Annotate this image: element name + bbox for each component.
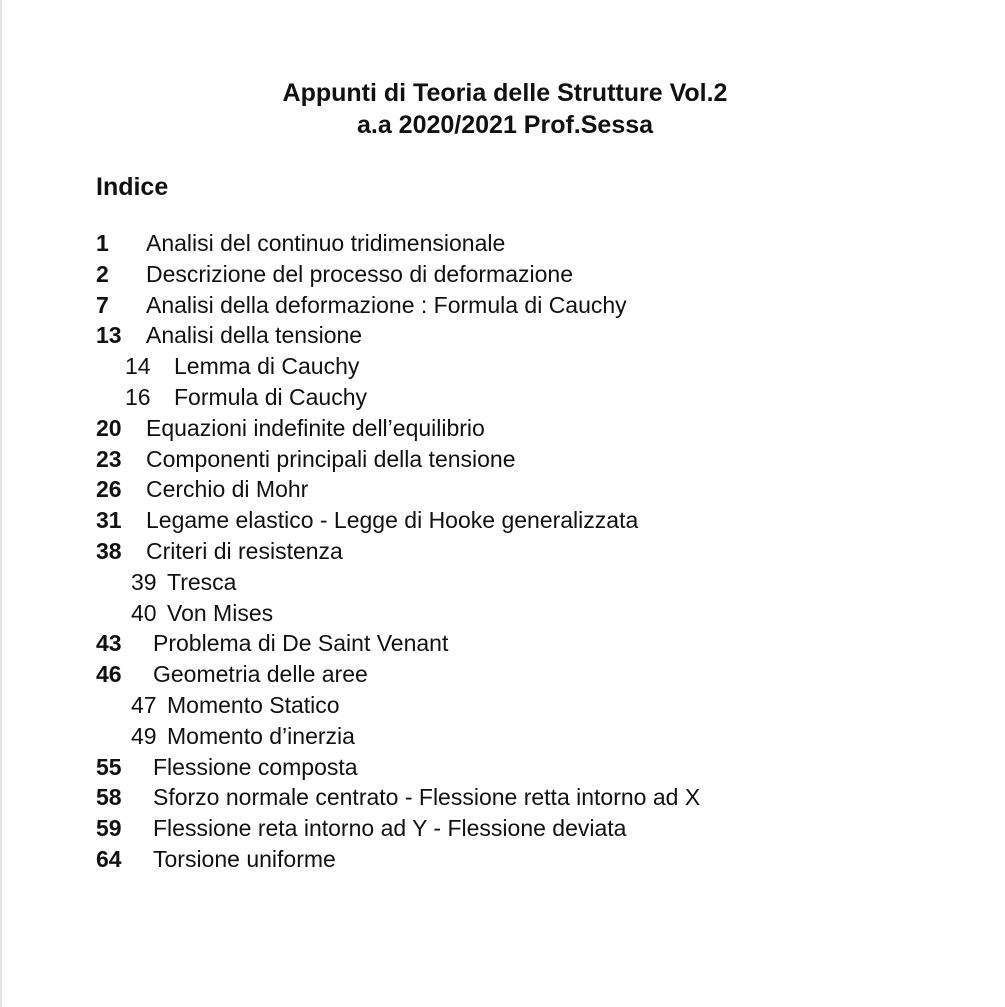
- toc-entry-title: Momento Statico: [167, 691, 340, 718]
- toc-entry-title: Problema di De Saint Venant: [153, 630, 449, 657]
- toc-page-number: 1: [96, 230, 109, 256]
- toc-page-number: 55: [96, 753, 122, 780]
- toc-page-number: 23: [96, 445, 122, 472]
- toc-page-number: 20: [96, 414, 122, 441]
- toc-entry-title: Sforzo normale centrato - Flessione retta intorno ad X: [153, 784, 701, 811]
- toc-entry: [96, 813, 700, 844]
- toc-entry-title: Descrizione del processo di deformazione: [146, 260, 573, 287]
- toc-entry: [96, 628, 700, 659]
- toc-entry-title: Momento d’inerzia: [167, 722, 355, 749]
- toc-page-number: 59: [96, 815, 122, 842]
- toc-entry: [96, 259, 700, 290]
- document-title: [0, 77, 1005, 141]
- toc-entry: [96, 320, 700, 351]
- toc-entry-title: Criteri di resistenza: [146, 537, 343, 564]
- title-line-2: a.a 2020/2021 Prof.Sessa: [356, 111, 654, 139]
- toc-subentry: [96, 567, 700, 598]
- toc-entry: [96, 228, 700, 259]
- toc-entry: [96, 536, 700, 567]
- toc-entry-title: Formula di Cauchy: [174, 383, 368, 410]
- index-heading: Indice: [96, 173, 169, 201]
- toc-entry-title: Cerchio di Mohr: [146, 476, 309, 503]
- toc-page-number: 13: [96, 322, 122, 349]
- toc-entry-title: Analisi della deformazione : Formula di Cauchy: [146, 291, 627, 318]
- toc-entry-title: Tresca: [167, 568, 237, 595]
- toc-page-number: 26: [96, 476, 122, 503]
- toc-subentry: [96, 382, 700, 413]
- toc-page-number: 58: [96, 784, 122, 811]
- toc-page-number: 46: [96, 661, 122, 688]
- toc-page-number: 16: [125, 383, 151, 410]
- toc-entry: [96, 413, 700, 444]
- page-left-edge: [0, 0, 2, 1007]
- toc-entry: [96, 782, 700, 813]
- toc-subentry: [96, 721, 700, 752]
- toc-entry-title: Legame elastico - Legge di Hooke generalizzata: [146, 507, 639, 534]
- toc-page-number: 38: [96, 537, 122, 564]
- table-of-contents: [96, 228, 700, 875]
- toc-entry: [96, 659, 700, 690]
- toc-subentry: [96, 598, 700, 629]
- title-line-1: Appunti di Teoria delle Strutture Vol.2: [282, 79, 728, 107]
- toc-entry-title: Von Mises: [167, 599, 274, 626]
- toc-entry-title: Flessione reta intorno ad Y - Flessione deviata: [153, 815, 627, 842]
- toc-entry-title: Geometria delle aree: [153, 661, 368, 688]
- toc-page-number: 64: [96, 845, 122, 872]
- toc-page-number: 14: [125, 353, 151, 380]
- toc-entry: [96, 474, 700, 505]
- toc-entry: [96, 505, 700, 536]
- toc-entry-title: Flessione composta: [153, 753, 358, 780]
- toc-entry-title: Equazioni indefinite dell’equilibrio: [146, 414, 485, 441]
- toc-page-number: 49: [131, 722, 157, 749]
- toc-page-number: 31: [96, 507, 122, 534]
- toc-entry-title: Lemma di Cauchy: [174, 353, 360, 380]
- toc-entry-title: Analisi del continuo tridimensionale: [146, 230, 506, 256]
- toc-subentry: [96, 690, 700, 721]
- toc-entry: [96, 752, 700, 783]
- toc-page-number: 39: [131, 568, 157, 595]
- toc-entry-title: Torsione uniforme: [153, 845, 336, 872]
- toc-page-number: 47: [131, 691, 157, 718]
- toc-page-number: 43: [96, 630, 122, 657]
- toc-page-number: 7: [96, 291, 109, 318]
- toc-entry: [96, 290, 700, 321]
- toc-subentry: [96, 351, 700, 382]
- toc-entry-title: Componenti principali della tensione: [146, 445, 516, 472]
- toc-page-number: 2: [96, 260, 109, 287]
- toc-entry: [96, 444, 700, 475]
- toc-entry-title: Analisi della tensione: [146, 322, 363, 349]
- toc-entry: [96, 844, 700, 875]
- toc-page-number: 40: [131, 599, 157, 626]
